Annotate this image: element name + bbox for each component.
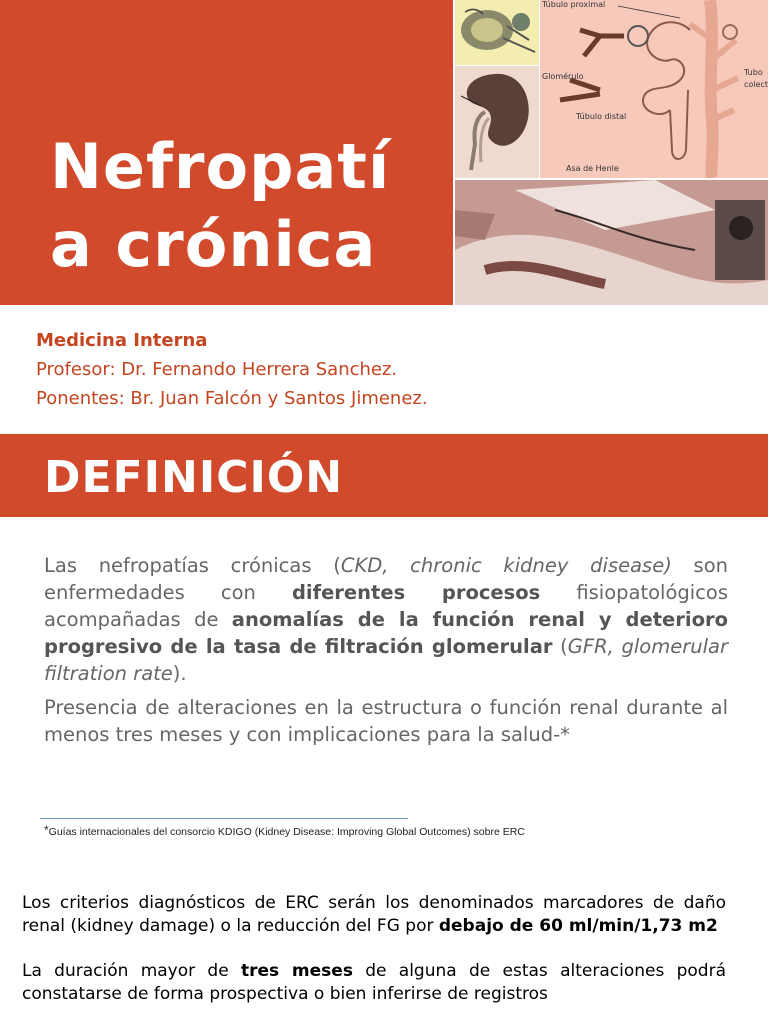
text-run: fisiopatológicos acompañadas de — [44, 581, 728, 631]
title-panel — [0, 0, 453, 305]
label-glomerulo: Glomérulo — [542, 72, 584, 81]
text-run: ( — [552, 635, 568, 658]
criteria-paragraph-1 — [22, 892, 726, 938]
criteria-body — [22, 892, 726, 1028]
definition-paragraph-1 — [44, 552, 728, 687]
text-run-bold: tres meses — [240, 961, 353, 981]
text-run-italic: CKD, chronic kidney disease) — [340, 554, 672, 577]
kidney-diagram-image — [455, 0, 539, 65]
dialysis-photo-image — [455, 180, 768, 305]
professor-name: Profesor: Dr. Fernando Herrera Sanchez. — [36, 359, 398, 380]
text-run-bold: diferentes procesos — [291, 581, 541, 604]
footnote-divider — [40, 818, 408, 819]
text-run-italic: GFR, glomerular filtration rate — [44, 635, 728, 685]
slide-title — [50, 128, 430, 284]
slide-title-line-2: a crónica — [50, 208, 377, 281]
slide-title-line-1: Nefropatí — [50, 130, 391, 203]
label-tubo-colector-2: colect — [744, 80, 768, 89]
label-tubulo-proximal: Túbulo proximal — [542, 0, 606, 9]
course-name: Medicina Interna — [36, 330, 208, 351]
text-run: ). — [172, 662, 187, 685]
footnote-mark: * — [44, 823, 49, 837]
criteria-paragraph-2 — [22, 960, 726, 1006]
definition-title: DEFINICIÓN — [44, 452, 344, 503]
text-run-bold: debajo de 60 ml/min/1,73 m2 — [438, 916, 718, 936]
text-run: Los criterios diagnósticos de ERC serán los denominados marcadores de daño renal (kidney damage) o la reducción del FG por — [22, 893, 726, 936]
text-run: Las nefropatías crónicas ( — [44, 554, 341, 577]
definition-body — [44, 552, 728, 755]
text-run-bold: anomalías de la función renal y deterioro progresivo de la tasa de filtración glomerular — [44, 608, 728, 658]
image-collage — [453, 0, 768, 305]
title-slide — [0, 0, 768, 305]
presenters-names: Ponentes: Br. Juan Falcón y Santos Jimenez. — [36, 388, 428, 409]
kidney-illustration-image — [455, 66, 539, 178]
label-tubo-colector-1: Tubo — [744, 68, 763, 77]
text-run: de alguna de estas alteraciones podrá constatarse de forma prospectiva o bien inferirse de registros — [22, 961, 726, 1004]
footnote-text: Guías internacionales del consorcio KDIGO (Kidney Disease: Improving Global Outcomes) sobre ERC — [48, 826, 525, 838]
definition-paragraph-2: Presencia de alteraciones en la estructura o función renal durante al menos tres meses y con implicaciones para la salud-* — [44, 696, 728, 746]
label-asa-de-henle: Asa de Henle — [566, 164, 619, 173]
text-run: La duración mayor de — [22, 961, 241, 981]
label-tubulo-distal: Túbulo distal — [576, 112, 627, 121]
footnote — [44, 823, 525, 838]
text-run: son enfermedades con — [44, 554, 728, 604]
nephron-diagram-image — [540, 0, 768, 178]
presenters-block — [36, 326, 736, 413]
